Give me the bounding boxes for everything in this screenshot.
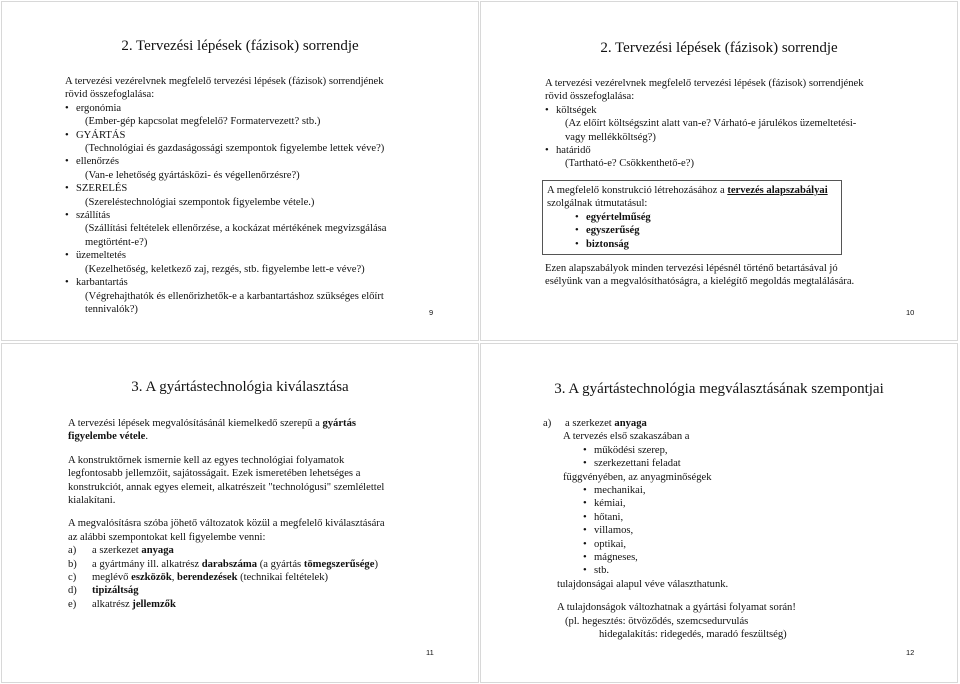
bullet-item	[543, 524, 796, 537]
paragraph-line: hidegalakítás: ridegedés, maradó feszültség)	[599, 629, 787, 641]
emphasis: tömegszerűsége	[303, 558, 375, 570]
slide-body	[68, 417, 385, 611]
paragraph-line: kialakítani.	[68, 495, 116, 507]
bullet-icon: •	[65, 250, 69, 262]
item-detail: (Tartható-e? Csökkenthető-e?)	[565, 158, 694, 170]
page-number: 9	[429, 308, 434, 317]
outro-line: esélyünk van a megvalósíthatóságra, a kielégítő megoldás megtalálására.	[545, 276, 855, 288]
slide-11	[1, 343, 479, 683]
list-item	[68, 598, 385, 611]
bullet-icon: •	[65, 156, 69, 168]
item-label: hőtani,	[594, 511, 624, 523]
bullet-icon: •	[583, 511, 587, 523]
bullet-icon: •	[65, 277, 69, 289]
text: .	[145, 431, 149, 443]
list-item	[68, 571, 385, 584]
bullet-icon: •	[583, 552, 587, 564]
item-label: határidő	[556, 145, 591, 157]
text: A tervezési lépések megvalósításánál kiemelkedő szerepű a	[68, 418, 323, 429]
item-label: szerkezettani feladat	[594, 458, 681, 470]
bullet-item	[545, 104, 864, 117]
bullet-item	[65, 249, 386, 262]
paragraph-line: függvényében, az anyagminőségek	[563, 471, 712, 483]
paragraph-line: A tervezés első szakaszában a	[563, 431, 690, 443]
bullet-icon: •	[583, 565, 587, 577]
item-detail: vagy mellékköltség?)	[565, 131, 656, 143]
text: a szerkezet	[92, 545, 142, 557]
bullet-icon: •	[583, 458, 587, 470]
outro-line: Ezen alapszabályok minden tervezési lépésnél történő betartásával jó	[545, 263, 838, 274]
bullet-item	[65, 276, 386, 289]
emphasis: gyártás	[322, 418, 356, 429]
bullet-icon: •	[583, 538, 587, 550]
slide-body	[543, 417, 796, 642]
rule-item	[547, 238, 837, 251]
bullet-item	[543, 497, 796, 510]
emphasis: eszközök	[131, 572, 172, 584]
text: )	[374, 558, 378, 570]
item-label: ellenőrzés	[76, 156, 119, 168]
intro-line: rövid összefoglalása:	[65, 89, 155, 101]
rule-label: biztonság	[586, 238, 629, 250]
bullet-item	[543, 538, 796, 551]
emphasis: berendezések	[177, 572, 238, 584]
slide-12	[480, 343, 958, 683]
list-item	[68, 544, 385, 557]
item-detail: (Az előírt költségszint alatt van-e? Várható-e járulékos üzemeltetési-	[565, 118, 857, 130]
paragraph-line	[68, 430, 385, 443]
list-key: d)	[68, 585, 77, 597]
text: ,	[171, 572, 178, 584]
item-label: mágneses,	[594, 552, 638, 564]
list-item	[68, 558, 385, 571]
item-label: SZERELÉS	[76, 183, 128, 195]
bullet-icon: •	[575, 225, 579, 237]
text: (a gyártás	[257, 558, 304, 570]
emphasis: darabszáma	[201, 558, 258, 570]
slide-title: 2. Tervezési lépések (fázisok) sorrendje	[600, 40, 838, 56]
bullet-item	[65, 129, 386, 142]
text: a szerkezet	[565, 418, 615, 429]
rule-item	[547, 211, 837, 224]
bullet-item	[543, 457, 796, 470]
bullet-item	[543, 444, 796, 457]
slide-10	[480, 1, 958, 341]
rules-box-line	[547, 184, 837, 197]
item-label: mechanikai,	[594, 485, 646, 497]
intro-line: rövid összefoglalása:	[545, 91, 635, 103]
item-detail: (Szállítási feltételek ellenőrzése, a kockázat mértékének megvizsgálása	[85, 223, 387, 235]
item-detail: (Szereléstechnológiai szempontok figyelembe vétele.)	[85, 196, 315, 208]
slide-title: 3. A gyártástechnológia megválasztásának szempontjai	[554, 381, 884, 397]
emphasis: anyaga	[614, 418, 647, 429]
page-number: 12	[906, 648, 915, 657]
item-label: stb.	[594, 565, 610, 577]
list-item	[543, 417, 796, 430]
item-label: villamos,	[594, 525, 634, 537]
bullet-item	[65, 209, 386, 222]
emphasis: anyaga	[141, 545, 174, 557]
item-detail: tennivalók?)	[85, 303, 138, 315]
item-detail: (Technológiai és gazdaságossági szempontok figyelembe lettek véve?)	[85, 143, 385, 155]
rules-box	[542, 180, 842, 255]
intro-line: A tervezési vezérelvnek megfelelő tervezési lépések (fázisok) sorrendjének	[545, 78, 864, 89]
rules-box-line: szolgálnak útmutatásul:	[547, 198, 648, 210]
rules-box-emphasis: tervezés alapszabályai	[727, 185, 828, 196]
rule-label: egyszerűség	[586, 225, 640, 237]
paragraph-line: A megvalósításra szóba jöhető változatok közül a megfelelő kiválasztására	[68, 518, 385, 530]
item-label: kémiai,	[594, 498, 626, 510]
list-key: c)	[68, 572, 77, 584]
text: meglévő	[92, 572, 132, 584]
bullet-item	[543, 564, 796, 577]
slide-body	[65, 75, 386, 316]
bullet-icon: •	[65, 210, 69, 222]
item-label: GYÁRTÁS	[76, 129, 126, 141]
item-label: szállítás	[76, 210, 111, 222]
bullet-item	[543, 511, 796, 524]
bullet-icon: •	[583, 525, 587, 537]
bullet-item	[65, 102, 386, 115]
list-key: b)	[68, 558, 77, 570]
page-number: 11	[426, 648, 434, 657]
list-key: a)	[68, 545, 77, 557]
outro	[545, 262, 854, 289]
bullet-icon: •	[545, 145, 549, 157]
bullet-icon: •	[65, 129, 69, 141]
item-label: üzemeltetés	[76, 250, 126, 262]
bullet-icon: •	[575, 211, 579, 223]
bullet-icon: •	[545, 104, 549, 116]
item-detail: (Van-e lehetőség gyártásközi- és végellenőrzésre?)	[85, 169, 300, 181]
item-label: karbantartás	[76, 277, 128, 289]
slide-title: 2. Tervezési lépések (fázisok) sorrendje	[121, 38, 359, 54]
list-key: a)	[543, 418, 552, 429]
emphasis: figyelembe vétele	[68, 431, 146, 443]
item-label: költségek	[556, 104, 597, 116]
paragraph-line: A tulajdonságok változhatnak a gyártási folyamat során!	[557, 602, 796, 614]
rules-box-text: A megfelelő konstrukció létrehozásához a	[547, 185, 728, 196]
emphasis: tipizáltság	[92, 585, 139, 597]
item-detail: (Végrehajthatók és ellenőrizhetők-e a karbantartáshoz szükséges előírt	[85, 290, 384, 302]
text: alkatrész	[92, 598, 133, 610]
bullet-item	[543, 484, 796, 497]
list-key: e)	[68, 598, 77, 610]
paragraph-line: A konstruktőrnek ismernie kell az egyes technológiai folyamatok	[68, 454, 345, 466]
bullet-icon: •	[583, 485, 587, 497]
item-label: működési szerep,	[594, 444, 668, 456]
slide-title: 3. A gyártástechnológia kiválasztása	[131, 379, 349, 395]
bullet-item	[545, 144, 864, 157]
item-label: optikai,	[594, 538, 627, 550]
item-detail: (Kezelhetőség, keletkező zaj, rezgés, stb. figyelembe lett-e véve?)	[85, 263, 365, 275]
paragraph-line: legfontosabb jellemzőit, sajátosságait. Ezek ismeretében lehetséges a	[68, 468, 361, 480]
bullet-item	[65, 155, 386, 168]
bullet-icon: •	[575, 238, 579, 250]
rule-label: egyértelműség	[586, 211, 651, 223]
item-label: ergonómia	[76, 102, 122, 114]
bullet-icon: •	[65, 102, 69, 114]
paragraph-line: konstrukciót, annak egyes elemeit, alkatrészeit "technológusi" szemlélettel	[68, 481, 385, 493]
text: a gyártmány ill. alkatrész	[92, 558, 202, 570]
text: (technikai feltételek)	[237, 572, 329, 584]
slide-body	[545, 77, 864, 171]
bullet-item	[65, 182, 386, 195]
paragraph-line: az alábbi szempontokat kell figyelembe venni:	[68, 531, 266, 543]
paragraph-line: (pl. hegesztés: ötvöződés, szemcsedurvulás	[565, 615, 749, 627]
rule-item	[547, 224, 837, 237]
bullet-icon: •	[583, 444, 587, 456]
item-detail: (Ember-gép kapcsolat megfelelő? Formatervezett? stb.)	[85, 116, 321, 128]
slide-9	[1, 1, 479, 341]
paragraph-line	[68, 417, 385, 430]
paragraph-line: tulajdonságai alapul véve választhatunk.	[557, 578, 729, 590]
bullet-icon: •	[65, 183, 69, 195]
bullet-item	[543, 551, 796, 564]
bullet-icon: •	[583, 498, 587, 510]
page-number: 10	[906, 308, 915, 317]
emphasis: jellemzők	[132, 598, 176, 610]
list-item	[68, 584, 385, 597]
intro-line: A tervezési vezérelvnek megfelelő tervezési lépések (fázisok) sorrendjének	[65, 76, 384, 87]
item-detail: megtörtént-e?)	[85, 236, 148, 248]
